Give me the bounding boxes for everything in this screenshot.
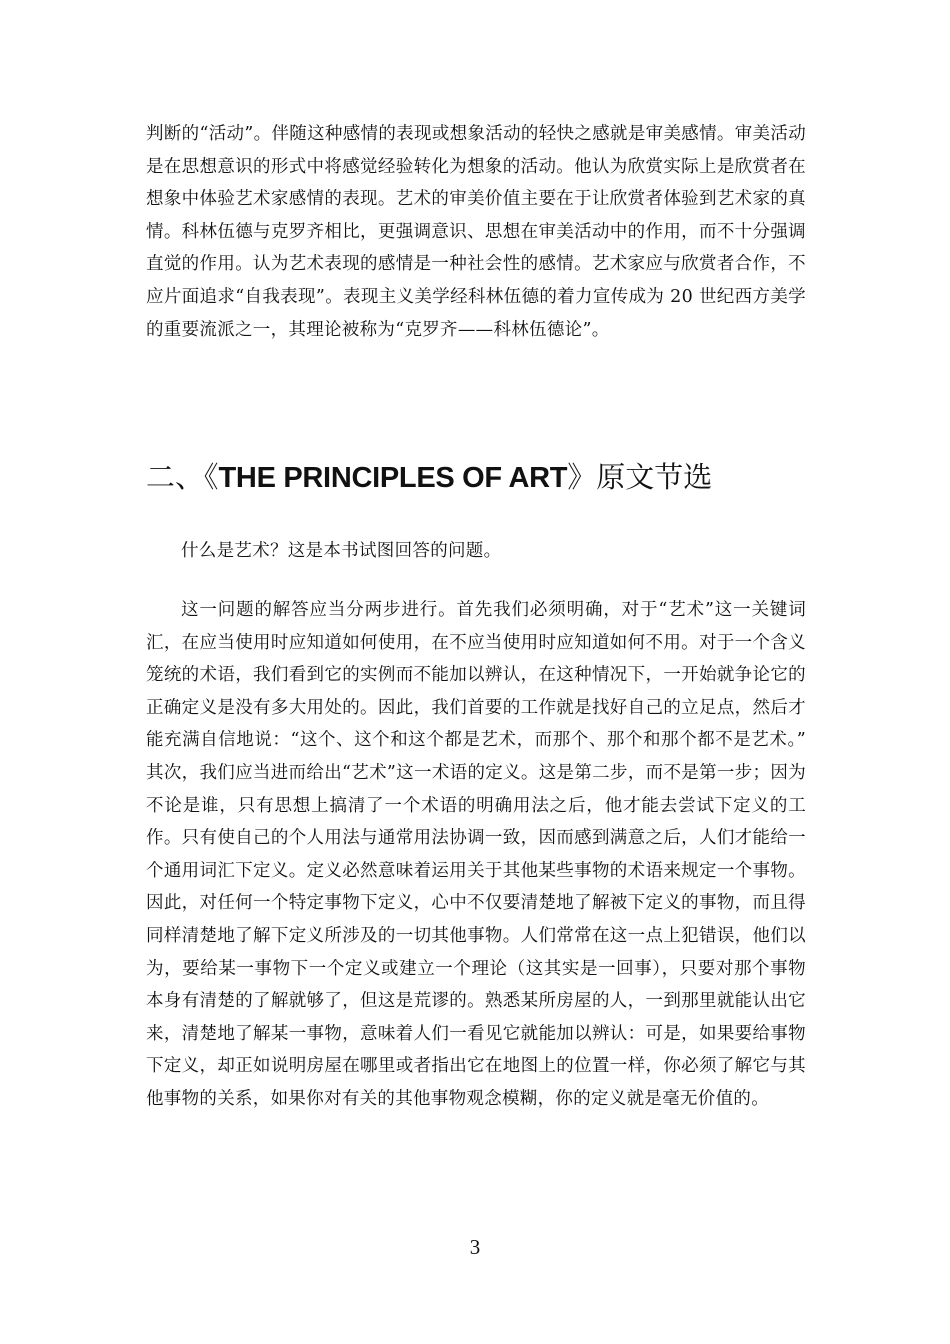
section-heading-prefix: 二、《: [146, 460, 219, 494]
paragraph-intro-continuation: 判断的“活动”。伴随这种感情的表现或想象活动的轻快之感就是审美感情。审美活动是在思想意识的形式中将感觉经验转化为想象的活动。他认为欣赏实际上是欣赏者在想象中体验艺术家感情的表现。艺术的审美价值主要在于让欣赏者体验到艺术家的真情。科林伍德与克罗齐相比，更强调意识、思想在审美活动中的作用，而不十分强调直觉的作用。认为艺术表现的感情是一种社会性的感情。艺术家应与欣赏者合作，不应片面追求“自我表现”。表现主义美学经科林伍德的着力宣传成为 20 世纪西方美学的重要流派之一，其理论被称为“克罗齐——科林伍德论”。: [146, 124, 806, 340]
section-heading-suffix: 》原文节选: [567, 460, 713, 494]
paragraph-body: 这一问题的解答应当分两步进行。首先我们必须明确，对于“艺术”这一关键词汇，在应当使用时应知道如何使用，在不应当使用时应知道如何不用。对于一个含义笼统的术语，我们看到它的实例而不能加以辨认，在这种情况下，一开始就争论它的正确定义是没有多大用处的。因此，我们首要的工作就是找好自己的立足点，然后才能充满自信地说：“这个、这个和这个都是艺术，而那个、那个和那个都不是艺术。” 其次，我们应当进而给出“艺术”这一术语的定义。这是第二步，而不是第一步；因为不论是谁，只有思想上搞清了一个术语的明确用法之后，他才能去尝试下定义的工作。只有使自己的个人用法与通常用法协调一致，因而感到满意之后，人们才能给一个通用词汇下定义。定义必然意味着运用关于其他某些事物的术语来规定一个事物。因此，对任何一个特定事物下定义，心中不仅要清楚地了解被下定义的事物，而且得同样清楚地了解下定义所涉及的一切其他事物。人们常常在这一点上犯错误，他们以为，要给某一事物下一个定义或建立一个理论（这其实是一回事），只要对那个事物本身有清楚的了解就够了，但这是荒谬的。熟悉某所房屋的人，一到那里就能认出它来，清楚地了解某一事物，意味着人们一看见它就能加以辨认：可是，如果要给事物下定义，却正如说明房屋在哪里或者指出它在地图上的位置一样，你必须了解它与其他事物的关系，如果你对有关的其他事物观念模糊，你的定义就是毫无价值的。: [146, 600, 806, 1109]
section-heading-book-title: THE PRINCIPLES OF ART: [218, 462, 568, 494]
paragraph-question: 什么是艺术？这是本书试图回答的问题。: [181, 541, 502, 561]
page-number: 3: [469, 1235, 481, 1259]
section-heading: [146, 455, 846, 500]
